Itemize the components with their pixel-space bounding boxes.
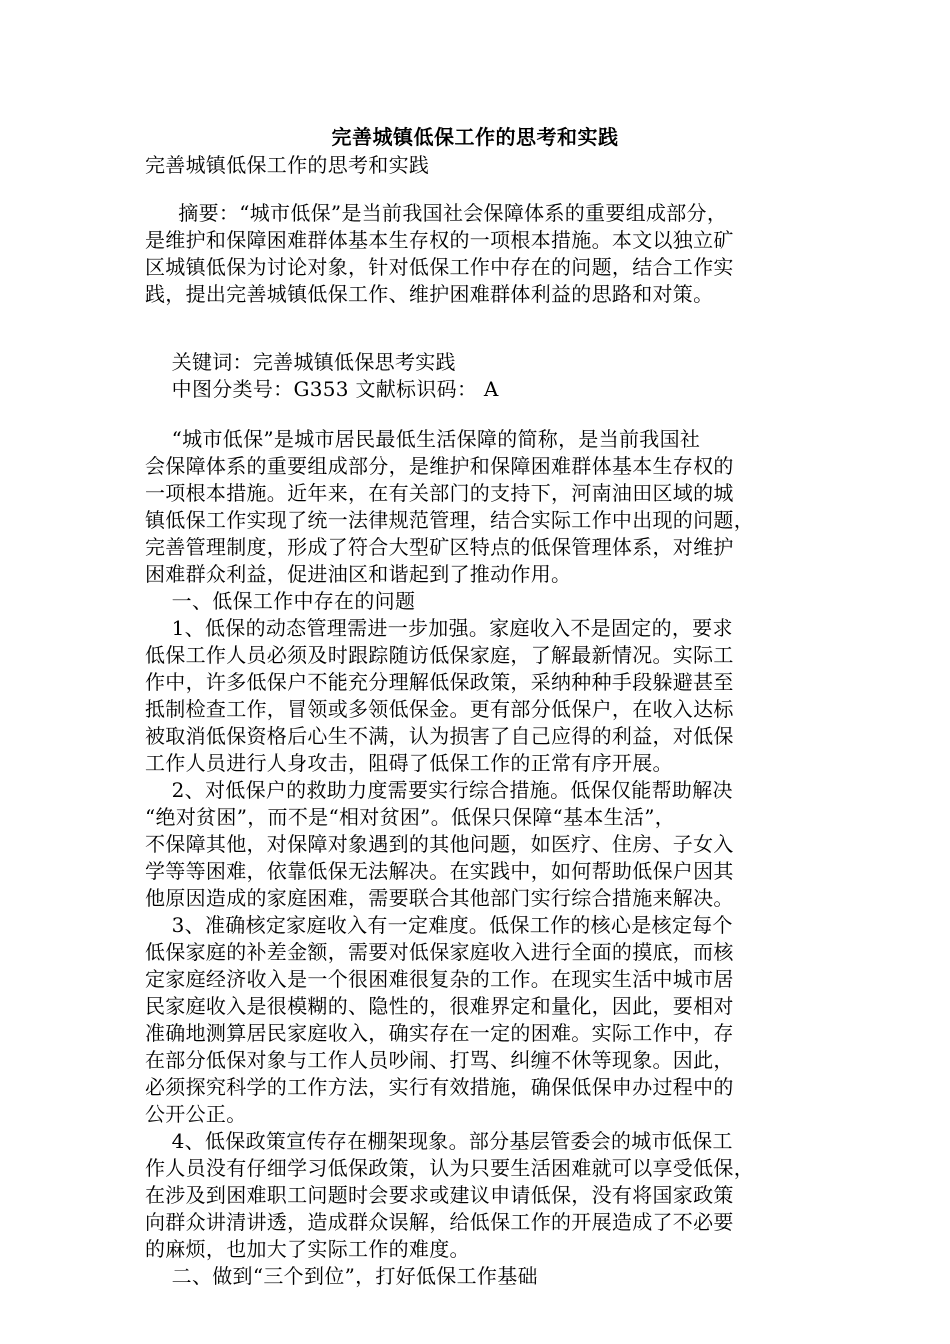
document-title: 完善城镇低保工作的思考和实践 (331, 125, 619, 149)
body-text: “城市低保”是城市居民最低生活保障的简称，是当前我国社 会保障体系的重要组成部分，是维护和保障困难群体基本生存权的 一项根本措施。近年来，在有关部门的支持下，河南油田区域的城 镇低保工作实现了统一法律规范管理，结合实际工作中出现的问题， 完善管理制度，形成了符合大型矿区特点的低保管理体系，对维护 困难群众利益，促进油区和谐起到了推动作用。 一、低保工作中存在的问题 1、低保的动态管理需进一步加强。家庭收入不是固定的，要求 低保工作人员必须及时跟踪随访低保家庭，了解最新情况。实际工 作中，许多低保户不能充分理解低保政策，采纳种种手段躲避甚至 抵制检查工作，冒领或多领低保金。更有部分低保户，在收入达标 被取消低保资格后心生不满，认为损害了自己应得的利益，对低保 工作人员进行人身攻击，阻碍了低保工作的正常有序开展。 2、对低保户的救助力度需要实行综合措施。低保仅能帮助解决 “绝对贫困”，而不是“相对贫困”。低保只保障“基本生活”， 不保障其他，对保障对象遇到的其他问题，如医疗、住房、子女入 学等等困难，依靠低保无法解决。在实践中，如何帮助低保户因其 他原因造成的家庭困难，需要联合其他部门实行综合措施来解决。 3、准确核定家庭收入有一定难度。低保工作的核心是核定每个 低保家庭的补差金额，需要对低保家庭收入进行全面的摸底，而核 定家庭经济收入是一个很困难很复杂的工作。在现实生活中城市居 民家庭收入是很模糊的、隐性的，很难界定和量化，因此，要相对 准确地测算居民家庭收入，确实存在一定的困难。实际工作中，存 在部分低保对象与工作人员吵闹、打骂、纠缠不休等现象。因此， 必须探究科学的工作方法，实行有效措施，确保低保申办过程中的 公开公正。 4、低保政策宣传存在棚架现象。部分基层管委会的城市低保工 作人员没有仔细学习低保政策，认为只要生活困难就可以享受低保， 在涉及到困难职工问题时会要求或建议申请低保，没有将国家政策 向群众讲清讲透，造成群众误解，给低保工作的开展造成了不必要 的麻烦，也加大了实际工作的难度。 二、做到“三个到位”，打好低保工作基础 (145, 427, 754, 1288)
document-subtitle: 完善城镇低保工作的思考和实践 (145, 153, 430, 177)
keywords-line: 关键词：完善城镇低保思考实践 (145, 350, 456, 374)
abstract-paragraph: 摘要：“城市低保”是当前我国社会保障体系的重要组成部分， 是维护和保障困难群体基本生存权的一项根本措施。本文以独立矿 区城镇低保为讨论对象，针对低保工作中存在的问题，结合工作实 践，提出完善城镇低保工作、维护困难群体利益的思路和对策。 (145, 201, 734, 306)
classification-line: 中图分类号：G353 文献标识码： A (145, 377, 499, 401)
